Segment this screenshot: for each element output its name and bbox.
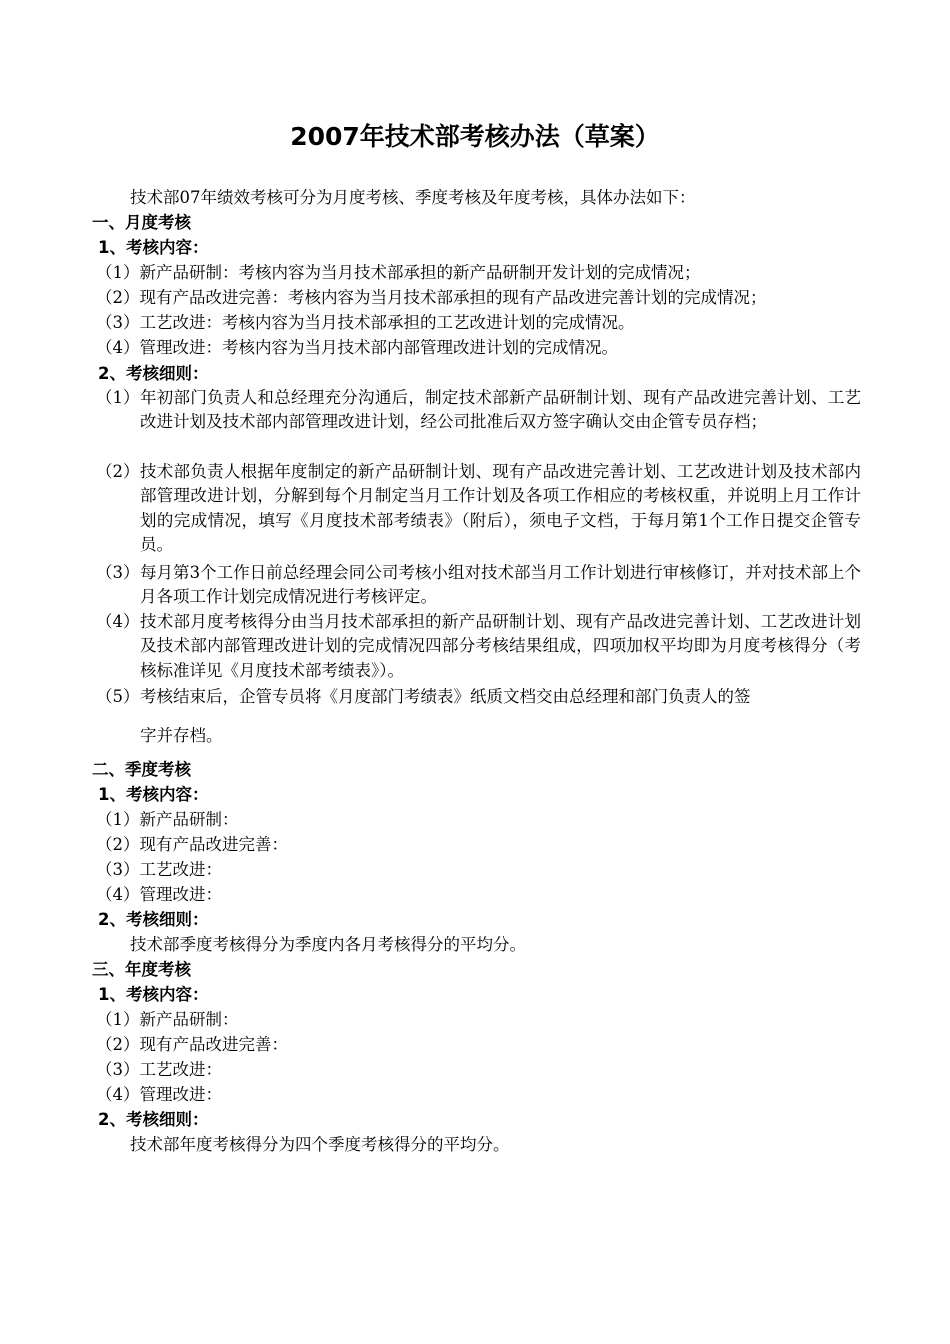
section-3-content-label: 1、考核内容： (98, 985, 209, 1004)
section-2-content-item: （1）新产品研制： (96, 810, 239, 829)
rule-text: 考核结束后，企管专员将《月度部门考绩表》纸质文档交由总经理和部门负责人的签 (140, 687, 751, 706)
section-1-heading: 一、月度考核 (92, 213, 191, 232)
rule-text: 每月第3个工作日前总经理会同公司考核小组对技术部当月工作计划进行审核修订，并对技术部上个月各项工作计划完成情况进行考核评定。 (140, 563, 861, 607)
section-2-content-label: 1、考核内容： (98, 785, 209, 804)
section-3-content-item: （3）工艺改进： (96, 1060, 222, 1079)
rule-item (96, 610, 861, 683)
rule-text: 技术部负责人根据年度制定的新产品研制计划、现有产品改进完善计划、工艺改进计划及技术部内部管理改进计划，分解到每个月制定当月工作计划及各项工作相应的考核权重，并说明上月工作计划的完成情况，填写《月度技术部考绩表》（附后），须电子文档，于每月第1个工作日提交企管专员。 (140, 462, 861, 555)
section-1-content-item: （1）新产品研制：考核内容为当月技术部承担的新产品研制开发计划的完成情况； (96, 263, 701, 282)
rule-text: 年初部门负责人和总经理充分沟通后，制定技术部新产品研制计划、现有产品改进完善计划、工艺改进计划及技术部内部管理改进计划，经公司批准后双方签字确认交由企管专员存档； (140, 388, 861, 432)
section-1-content-item: （4）管理改进：考核内容为当月技术部内部管理改进计划的完成情况。 (96, 338, 618, 357)
section-1-content-label: 1、考核内容： (98, 238, 209, 257)
rule-number: （3） (96, 563, 140, 582)
section-3-rules-label: 2、考核细则： (98, 1110, 209, 1129)
section-2-heading: 二、季度考核 (92, 760, 191, 779)
section-3-content-item: （1）新产品研制： (96, 1010, 239, 1029)
section-3-content-item: （2）现有产品改进完善： (96, 1035, 288, 1054)
section-1-content-item: （2）现有产品改进完善：考核内容为当月技术部承担的现有产品改进完善计划的完成情况； (96, 288, 767, 307)
section-2-rules-label: 2、考核细则： (98, 910, 209, 929)
rule-text: 技术部月度考核得分由当月技术部承担的新产品研制计划、现有产品改进完善计划、工艺改进计划及技术部内部管理改进计划的完成情况四部分考核结果组成，四项加权平均即为月度考核得分（考核标准详见《月度技术部考绩表》）。 (140, 612, 861, 680)
rule-number: （4） (96, 612, 140, 631)
rule-number: （1） (96, 388, 140, 407)
section-3-rule-text: 技术部年度考核得分为四个季度考核得分的平均分。 (130, 1135, 510, 1154)
intro-paragraph: 技术部07年绩效考核可分为月度考核、季度考核及年度考核，具体办法如下： (130, 188, 696, 207)
section-3-content-item: （4）管理改进： (96, 1085, 222, 1104)
section-1-rules-label: 2、考核细则： (98, 364, 209, 383)
rule-text-continuation: 字并存档。 (140, 726, 223, 745)
rule-item (96, 386, 861, 435)
section-2-content-item: （3）工艺改进： (96, 860, 222, 879)
rule-item (96, 561, 861, 610)
rule-number: （2） (96, 462, 140, 481)
section-3-heading: 三、年度考核 (92, 960, 191, 979)
section-1-content-item: （3）工艺改进：考核内容为当月技术部承担的工艺改进计划的完成情况。 (96, 313, 635, 332)
section-2-rule-text: 技术部季度考核得分为季度内各月考核得分的平均分。 (130, 935, 526, 954)
section-2-content-item: （2）现有产品改进完善： (96, 835, 288, 854)
section-2-content-item: （4）管理改进： (96, 885, 222, 904)
document-title: 2007年技术部考核办法（草案） (290, 122, 660, 151)
rule-number: （5） (96, 687, 140, 706)
rule-item (96, 460, 861, 558)
